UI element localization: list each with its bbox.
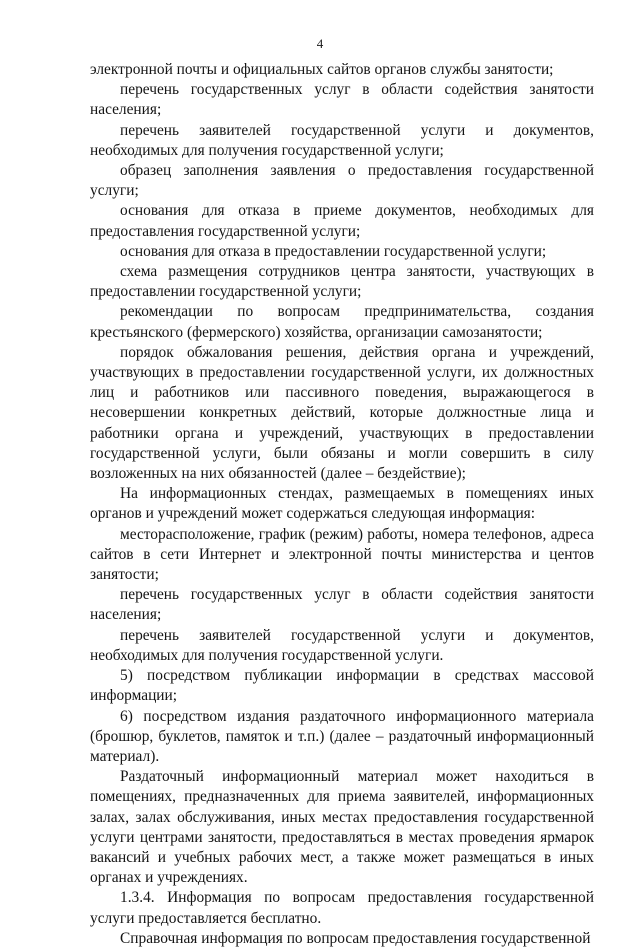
paragraph: На информационных стендах, размещаемых в помещениях иных органов и учреждений может содержаться следующая информация:: [90, 485, 594, 523]
paragraph: месторасположение, график (режим) работы, номера телефонов, адреса сайтов в сети Интернет и электронной почты министерства и центов занятости;: [90, 525, 594, 584]
paragraph: 5) посредством публикации информации в средствах массовой информации;: [90, 667, 594, 705]
paragraph: порядок обжалования решения, действия органа и учреждений, участвующих в предоставлении государственной услуги, их должностных лиц и работников или пассивного поведения, выражающегося в несовершении конкретных действий, которые должностные лица и работники органа и учреждений, участвующих в предоставлении государственной услуги, были обязаны и могли совершить в силу возложенных на них обязанностей (далее – бездействие);: [90, 343, 594, 483]
paragraph: перечень государственных услуг в области содействия занятости населения;: [90, 81, 594, 119]
document-body: [90, 60, 594, 949]
paragraph: электронной почты и официальных сайтов органов службы занятости;: [90, 61, 554, 78]
paragraph: перечень заявителей государственной услуги и документов, необходимых для получения государственной услуги.: [90, 626, 594, 664]
paragraph: Справочная информация по вопросам предоставления государственной: [120, 929, 591, 947]
paragraph: образец заполнения заявления о предоставления государственной услуги;: [90, 162, 594, 200]
paragraph: рекомендации по вопросам предпринимательства, создания крестьянского (фермерского) хозяйства, организации самозанятости;: [90, 303, 594, 341]
page-number: 4: [316, 36, 324, 51]
paragraph: перечень государственных услуг в области содействия занятости населения;: [90, 586, 594, 624]
paragraph: перечень заявителей государственной услуги и документов, необходимых для получения государственной услуги;: [90, 121, 594, 159]
paragraph: основания для отказа в приеме документов, необходимых для предоставления государственной услуги;: [90, 202, 594, 240]
paragraph: схема размещения сотрудников центра занятости, участвующих в предоставлении государственной услуги;: [90, 263, 594, 301]
paragraph: 1.3.4. Информация по вопросам предоставления государственной услуги предоставляется бесплатно.: [90, 889, 594, 927]
paragraph: основания для отказа в предоставлении государственной услуги;: [120, 242, 547, 260]
paragraph: 6) посредством издания раздаточного информационного материала (брошюр, буклетов, памяток и т.п.) (далее – раздаточный информационный материал).: [90, 707, 594, 765]
paragraph: Раздаточный информационный материал может находиться в помещениях, предназначенных для приема заявителей, информационных залах, залах обслуживания, иных местах предоставления государственной услуги центрами занятости, предоставляться в местах проведения ярмарок вакансий и учебных рабочих мест, а также может размещаться в иных органах и учреждениях.: [90, 768, 594, 887]
